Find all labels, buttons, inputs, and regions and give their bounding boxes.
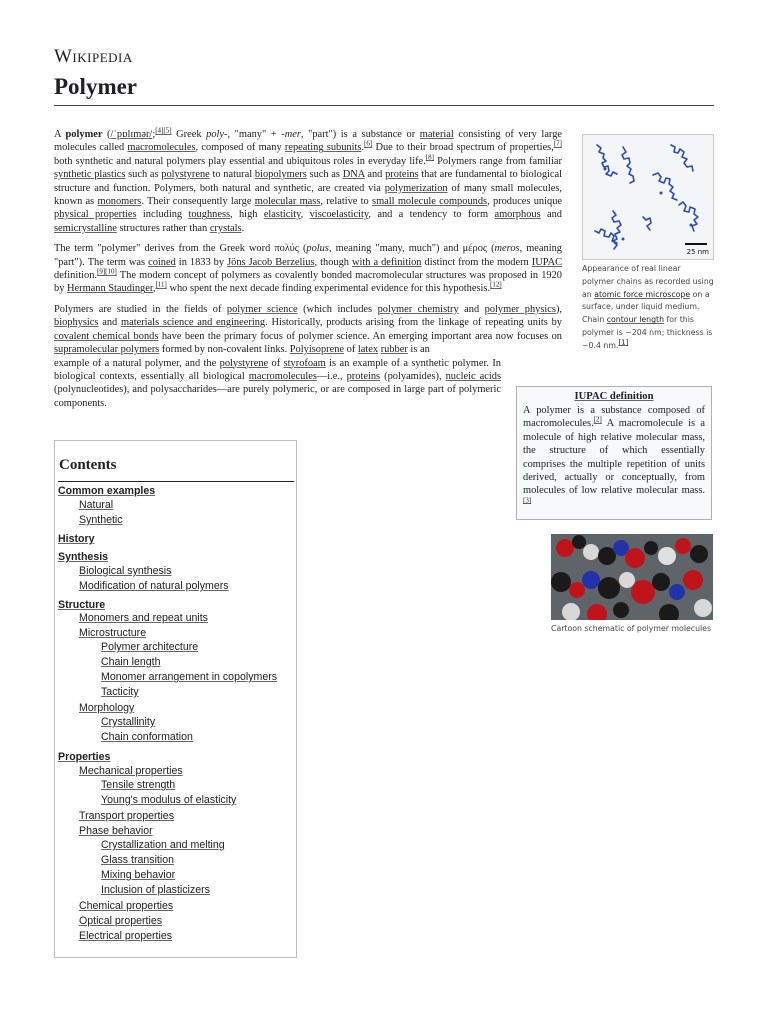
inline-link[interactable]: molecular mass	[254, 196, 321, 208]
inline-link[interactable]: monomers	[97, 196, 142, 208]
toc-item[interactable]: Inclusion of plasticizers	[101, 884, 210, 896]
toc-item[interactable]: Mixing behavior	[101, 869, 176, 881]
toc-item[interactable]: Optical properties	[79, 915, 163, 927]
bold-term: polymer	[65, 129, 103, 140]
title-divider	[54, 105, 714, 106]
inline-link[interactable]: contour length	[606, 315, 665, 325]
inline-link[interactable]: amorphous	[494, 209, 541, 221]
afm-caption: Appearance of real linear polymer chains as recorded using an atomic force microscope on a surface, under liquid medium. Chain contour length for this polymer is ~204 nm; thickness is ~0.4 nm.[1]	[582, 264, 714, 350]
toc-item[interactable]: Chain length	[101, 656, 161, 668]
lead-paragraph: A polymer (/ˈpɒlɪmər/;[4][5] Greek poly-, "many" + -mer, "part") is a substance or material consisting of very large molecules called macromolecules, composed of many repeating subunits.[6] Due to their broad spectrum of properties,[7] both synthetic and natural polymers play essential and ubiquitous roles in everyday life.[8] Polymers range from familiar synthetic plastics such as polystyrene to natural biopolymers such as DNA and proteins that are fundamental to biological structure and function. Polymers, both natural and synthetic, are created via polymerization of many small molecules, known as monomers. Their consequently large molecular mass, relative to small molecule compounds, produces unique physical properties including toughness, high elasticity, viscoelasticity, and a tendency to form amorphous and semicrystalline structures rather than crystals.	[54, 126, 563, 234]
inline-link[interactable]: /ˈpɒlɪmər/	[110, 129, 153, 140]
inline-link[interactable]: elasticity	[263, 209, 301, 221]
scale-label: 25 nm	[686, 248, 709, 256]
inline-link[interactable]: viscoelasticity	[309, 209, 369, 221]
inline-link[interactable]: biopolymers	[254, 169, 307, 181]
citation-ref[interactable]: [6]	[364, 139, 373, 148]
inline-link[interactable]: IUPAC	[531, 256, 563, 268]
inline-link[interactable]: semicrystalline	[54, 222, 117, 234]
inline-link[interactable]: DNA	[342, 169, 365, 181]
toc-item[interactable]: Tacticity	[101, 686, 139, 698]
toc-item[interactable]: Common examples	[58, 485, 156, 497]
inline-link[interactable]: supramolecular polymers	[54, 344, 160, 356]
cartoon-figure	[551, 534, 714, 636]
inline-link[interactable]: polystyrene	[161, 169, 210, 181]
iupac-definition-box	[516, 386, 712, 520]
citation-ref[interactable]: [11]	[155, 281, 167, 289]
citation-ref[interactable]: [8]	[425, 153, 434, 162]
inline-link[interactable]: macromolecules	[248, 370, 317, 382]
inline-link[interactable]: physical properties	[54, 209, 137, 221]
inline-link[interactable]: Polyisoprene	[289, 344, 345, 356]
fields-paragraph-continued: example of a natural polymer, and the polystyrene of styrofoam is an example of a synthetic polymer. In biological contexts, essentially all biological macromolecules—i.e., proteins (polyamides), nucleic acids (polynucleotides), and polysaccharides—are purely polymeric, or are composed in large part of polymeric components.	[54, 357, 502, 409]
inline-link[interactable]: atomic force microscope	[594, 289, 691, 299]
toc-item[interactable]: Biological synthesis	[79, 565, 172, 577]
toc-item[interactable]: Modification of natural polymers	[79, 580, 229, 592]
italic-term: meros	[494, 243, 520, 255]
toc-item[interactable]: Morphology	[79, 702, 135, 714]
inline-link[interactable]: polymer physics	[484, 303, 556, 315]
afm-image[interactable]	[582, 134, 714, 260]
toc-title: Contents	[59, 457, 117, 473]
toc-item[interactable]: Electrical properties	[79, 930, 173, 942]
iupac-definition-text: A polymer is a substance composed of macromolecules.[2] A macromolecule is a molecule of high relative molecular mass, the structure of which essentially comprises the multiple repetition of units derived, actually or conceptually, from molecules of low relative molecular mass.[3]	[523, 405, 705, 505]
inline-link[interactable]: rubber	[380, 344, 408, 356]
inline-link[interactable]: polymer science	[226, 303, 298, 315]
inline-link[interactable]: Jöns Jacob Berzelius	[227, 256, 315, 268]
inline-link[interactable]: repeating subunits	[284, 142, 362, 154]
toc-item[interactable]: Crystallinity	[101, 716, 156, 728]
inline-link[interactable]: proteins	[385, 169, 419, 181]
toc-item[interactable]: Young's modulus of elasticity	[101, 794, 237, 806]
fields-paragraph: Polymers are studied in the fields of polymer science (which includes polymer chemistry and polymer physics), biophysics and materials science and engineering. Historically, products arising from the linkage of repeating units by covalent chemical bonds have been the primary focus of polymer science. An emerging important area now focuses on supramolecular polymers formed by non-covalent links. Polyisoprene of latex rubber is an	[54, 303, 562, 356]
polymer-chains-graphic	[583, 135, 713, 259]
citation-ref[interactable]: [9][10]	[97, 267, 117, 276]
toc-item[interactable]: Monomer arrangement in copolymers	[101, 671, 278, 683]
etymology-paragraph: The term "polymer" derives from the Greek word πολύς (polus, meaning "many, much") and μέρος (meros, meaning "part"). The term was coined in 1833 by Jöns Jacob Berzelius, though with a definition distinct from the modern IUPAC definition.[9][10] The modern concept of polymers as covalently bonded macromolecular structures was proposed in 1920 by Hermann Staudinger,[11] who spent the next decade finding experimental evidence for this hypothesis.[12]	[54, 243, 563, 295]
inline-link[interactable]: small molecule compounds	[372, 196, 488, 208]
citation-ref[interactable]: [3]	[523, 496, 532, 505]
citation-ref[interactable]: [1]	[618, 338, 629, 347]
table-of-contents	[54, 440, 297, 958]
inline-link[interactable]: toughness	[188, 209, 231, 221]
toc-item[interactable]: Structure	[58, 599, 106, 611]
toc-item[interactable]: Monomers and repeat units	[79, 612, 208, 624]
scale-bar	[685, 243, 707, 245]
inline-link[interactable]: polystyrene	[219, 357, 269, 369]
toc-item[interactable]: Synthesis	[58, 551, 109, 563]
afm-figure	[582, 134, 714, 353]
citation-ref[interactable]: [7]	[553, 139, 562, 148]
molecule-spheres-graphic	[551, 534, 713, 620]
inline-link[interactable]: synthetic plastics	[54, 169, 126, 181]
italic-term: polus	[306, 243, 329, 255]
toc-item[interactable]: Natural	[79, 499, 114, 511]
toc-item[interactable]: Synthetic	[79, 514, 123, 526]
inline-link[interactable]: covalent chemical bonds	[54, 330, 159, 342]
inline-link[interactable]: macromolecules	[127, 142, 196, 154]
inline-link[interactable]: material	[419, 129, 454, 140]
toc-item[interactable]: Chain conformation	[101, 731, 193, 743]
inline-link[interactable]: biophysics	[54, 317, 99, 329]
iupac-heading[interactable]: IUPAC definition	[574, 391, 654, 402]
article-body	[54, 128, 562, 417]
inline-link[interactable]: materials science and engineering	[121, 317, 266, 329]
toc-item[interactable]: History	[58, 533, 95, 545]
toc-divider	[58, 481, 294, 482]
cartoon-caption: Cartoon schematic of polymer molecules	[551, 624, 712, 633]
italic-term: poly-	[206, 129, 228, 140]
inline-link[interactable]: polymer chemistry	[377, 303, 459, 315]
inline-link[interactable]: polymerization	[384, 182, 448, 194]
toc-item[interactable]: Transport properties	[79, 810, 174, 822]
inline-link[interactable]: with a definition	[351, 256, 422, 268]
italic-term: -mer	[281, 129, 301, 140]
inline-link[interactable]: crystals	[209, 222, 242, 234]
inline-link[interactable]: styrofoam	[283, 357, 326, 369]
inline-link[interactable]: Hermann Staudinger	[67, 283, 153, 295]
toc-item[interactable]: Polymer architecture	[101, 641, 199, 653]
toc-item[interactable]: Properties	[58, 751, 111, 763]
toc-item[interactable]: Mechanical properties	[79, 765, 183, 777]
toc-item[interactable]: Microstructure	[79, 627, 147, 639]
page-title: Polymer	[54, 74, 138, 99]
citation-ref[interactable]: [4][5]	[155, 126, 172, 135]
citation-ref[interactable]: [2]	[593, 415, 602, 424]
inline-link[interactable]: coined	[148, 256, 176, 268]
toc-item[interactable]: Glass transition	[101, 854, 175, 866]
inline-link[interactable]: latex	[357, 344, 379, 356]
toc-item[interactable]: Crystallization and melting	[101, 839, 225, 851]
toc-item[interactable]: Phase behavior	[79, 825, 153, 837]
inline-link[interactable]: nucleic acids	[445, 370, 501, 382]
wikipedia-wordmark[interactable]: Wikipedia	[54, 46, 133, 67]
polymer-cartoon-image[interactable]	[551, 534, 713, 620]
inline-link[interactable]: proteins	[346, 370, 381, 382]
toc-item[interactable]: Chemical properties	[79, 900, 174, 912]
toc-item[interactable]: Tensile strength	[101, 779, 176, 791]
citation-ref[interactable]: [12]	[490, 281, 502, 289]
